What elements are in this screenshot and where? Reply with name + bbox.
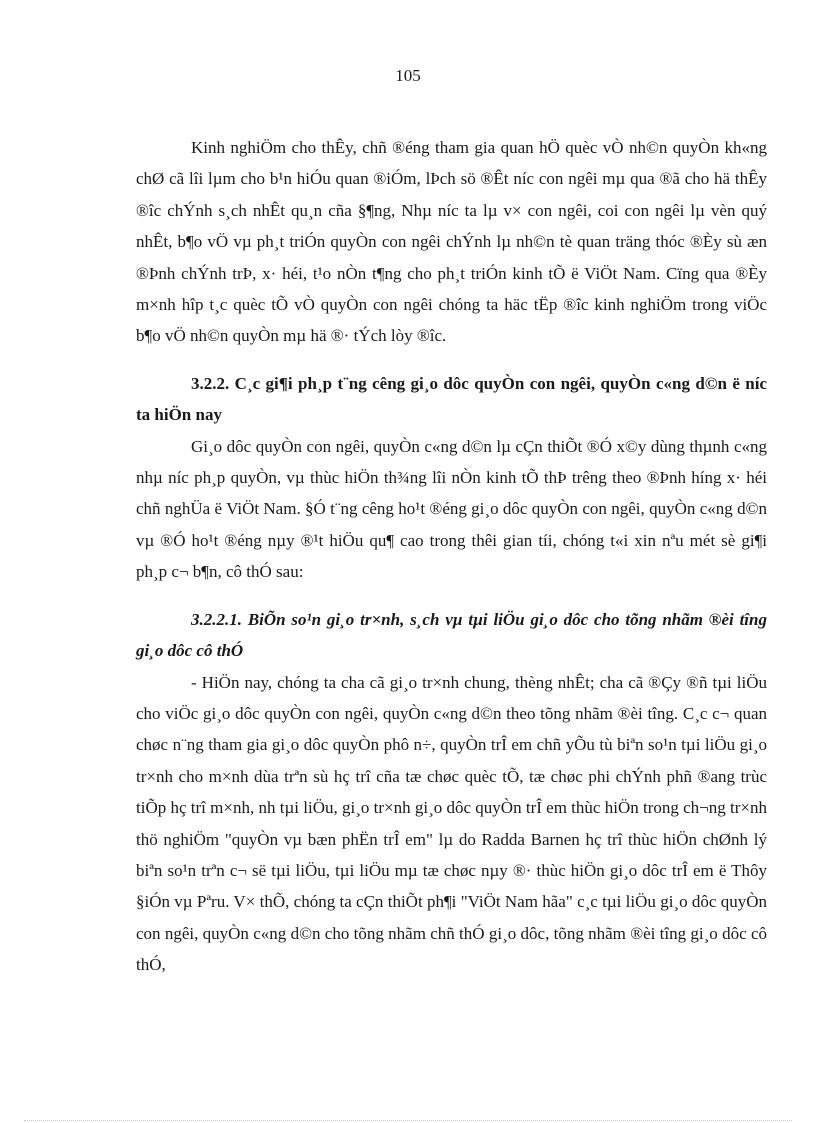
paragraph-curriculum: - HiÖn nay, chóng ta cha cã gi¸o tr×nh chung, thèng nhÊt; cha cã ®Çy ®ñ tµi liÖu cho viÖc gi¸o dôc quyÒn con ngêi, quyÒn c«ng d©n theo tõng nhãm ®èi tîng. C¸c c¬ quan chøc n¨ng tham gia gi¸o dôc quyÒn phô n÷, quyÒn trÎ em chñ yÕu tù biªn so¹n tµi liÖu gi¸o tr×nh cho m×nh dùa trªn sù hç trî cña tæ chøc quèc tÕ, tæ chøc phi chÝnh phñ ®ang trùc tiÕp hç trî m×nh, nh tµi liÖu, gi¸o tr×nh gi¸o dôc quyÒn trÎ em thùc hiÖn trong ch¬ng tr×nh thö nghiÖm "quyÒn vµ bæn phËn trÎ em" lµ do Radda Barnen hç trî thùc hiÖn chØnh lý biªn so¹n trªn c¬ së tµi liÖu, tµi liÖu mµ tæ chøc nµy ®· thùc hiÖn gi¸o dôc trÎ em ë Thôy §iÓn vµ Pªru. V× thÕ, chóng ta cÇn thiÕt ph¶i "ViÖt Nam hãa" c¸c tµi liÖu gi¸o dôc quyÒn con ngêi, quyÒn c«ng d©n cho tõng nhãm chñ thÓ gi¸o dôc, tõng nhãm ®èi tîng gi¸o dôc cô thÓ, (136, 672, 767, 975)
page-number: 105 (395, 66, 421, 85)
document-body (136, 132, 767, 981)
page-bottom-rule (24, 1120, 792, 1121)
section-heading-3-2-2: 3.2.2. C¸c gi¶i ph¸p t¨ng cêng gi¸o dôc quyÒn con ngêi, quyÒn c«ng d©n ë níc ta hiÖn nay (136, 373, 767, 425)
subsection-heading-3-2-2-1: 3.2.2.1. BiÕn so¹n gi¸o tr×nh, s¸ch vµ tµi liÖu gi¸o dôc cho tõng nhãm ®èi tîng gi¸o dôc cô thÓ (136, 609, 767, 661)
paragraph-experience: Kinh nghiÖm cho thÊy, chñ ®éng tham gia quan hÖ quèc vÒ nh©n quyÒn kh«ng chØ cã lîi lµm cho b¹n hiÓu quan ®iÓm, lÞch sö ®Êt níc con ngêi mµ qua ®ã cho hä thÊy ®îc chÝnh s¸ch nhÊt qu¸n cña §¶ng, Nhµ níc ta lµ v× con ngêi, coi con ngêi lµ vèn quý nhÊt, b¶o vÖ vµ ph¸t triÓn quyÒn con ngêi chÝnh lµ nh©n tè quan träng thóc ®Èy sù æn ®Þnh chÝnh trÞ, x· héi, t¹o nÒn t¶ng cho ph¸t triÓn kinh tÕ ë ViÖt Nam. Cïng qua ®Èy m×nh hîp t¸c quèc tÕ vÒ quyÒn con ngêi chóng ta häc tËp ®îc kinh nghiÖm trong viÖc b¶o vÖ nh©n quyÒn mµ hä ®· tÝch lòy ®îc. (136, 138, 767, 346)
paragraph-education-intro: Gi¸o dôc quyÒn con ngêi, quyÒn c«ng d©n lµ cÇn thiÕt ®Ó x©y dùng thµnh c«ng nhµ níc ph¸p quyÒn, vµ thùc hiÖn th¾ng lîi nÒn kinh tÕ thÞ trêng theo ®Þnh híng x· héi chñ nghÜa ë ViÖt Nam. §Ó t¨ng cêng ho¹t ®éng gi¸o dôc quyÒn con ngêi, quyÒn c«ng d©n vµ ®Ó ho¹t ®éng nµy ®¹t hiÖu qu¶ cao trong thêi gian tíi, chóng t«i xin nªu mét sè gi¶i ph¸p c¬ b¶n, cô thÓ sau: (136, 436, 767, 582)
